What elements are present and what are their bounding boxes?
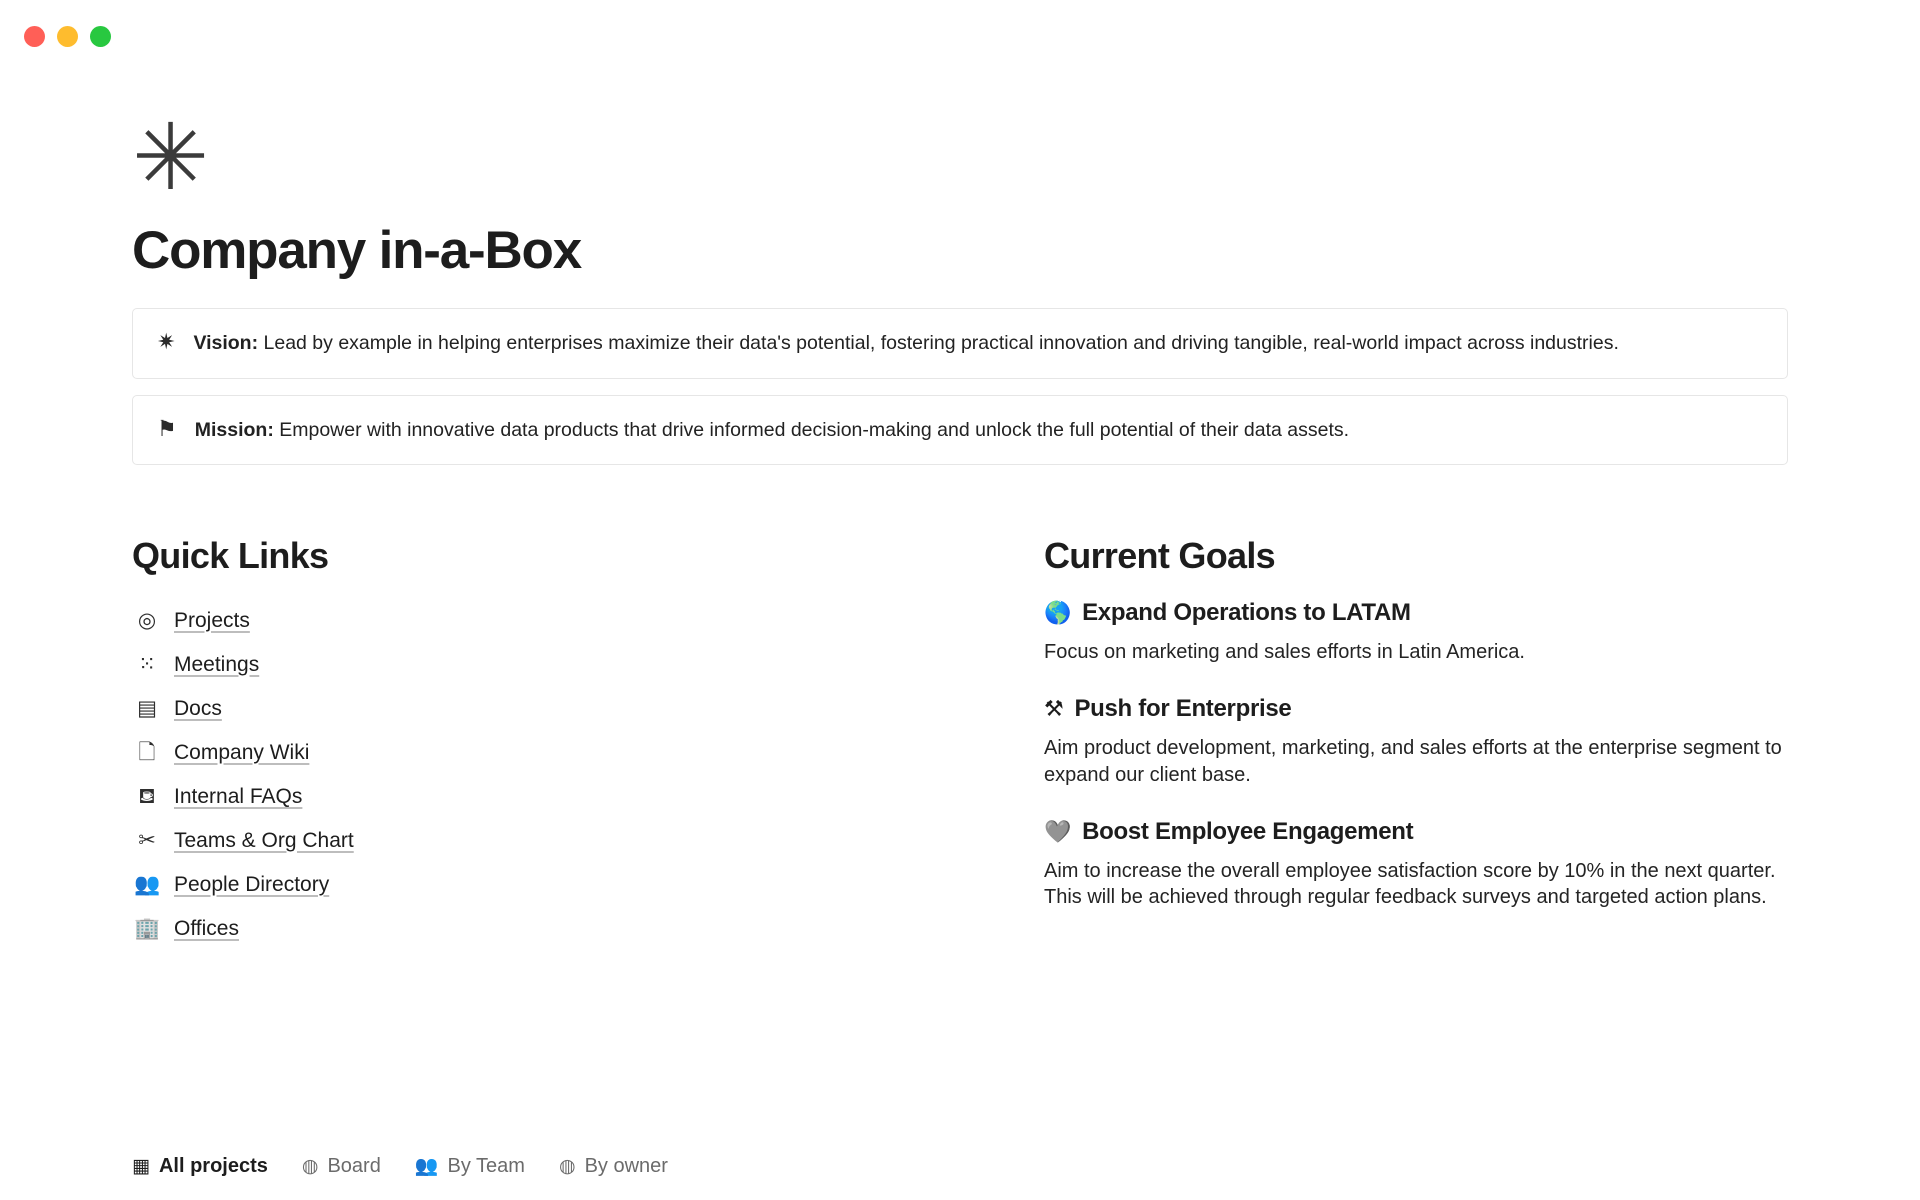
tab-label: All projects xyxy=(158,1154,268,1177)
quick-link-teams-org-chart[interactable] xyxy=(132,819,1004,863)
building-icon: 🏢 xyxy=(134,916,161,941)
goal-heading-row xyxy=(1044,818,1788,846)
asterisk-badge-icon: ✷ xyxy=(157,330,176,356)
tab-label: By owner xyxy=(584,1154,668,1177)
mission-body: Empower with innovative data products that drive informed decision-making and unlock the full potential of their data assets. xyxy=(273,418,1350,441)
people-link-icon: ⁙ xyxy=(138,652,156,677)
quick-links-column xyxy=(132,535,1004,951)
document-link-icon: ▤ xyxy=(137,696,157,721)
quick-link-projects[interactable] xyxy=(132,599,1004,643)
owner-view-icon: ◍ xyxy=(558,1154,576,1177)
board-view-icon: ◍ xyxy=(301,1154,319,1177)
quick-link-label[interactable]: Offices xyxy=(174,916,239,940)
page-emoji-icon[interactable]: ✳ xyxy=(132,104,208,211)
flag-icon: ⚑ xyxy=(157,416,177,442)
database-view-tabs xyxy=(132,1148,668,1184)
grey-heart-emoji: 🩶 xyxy=(1044,820,1072,845)
quick-link-offices[interactable] xyxy=(132,907,1004,951)
quick-link-label[interactable]: Teams & Org Chart xyxy=(174,828,354,852)
two-column-layout xyxy=(132,535,1788,951)
quick-link-label[interactable]: Docs xyxy=(174,696,222,720)
maximize-window-button[interactable] xyxy=(90,26,111,47)
tab-by-team[interactable] xyxy=(415,1155,525,1178)
team-view-icon: 👥 xyxy=(414,1154,439,1177)
window-controls xyxy=(24,26,111,47)
goal-expand-latam xyxy=(1044,599,1788,665)
goal-heading-row xyxy=(1044,599,1788,627)
people-icon: 👥 xyxy=(134,872,161,897)
quick-link-people-directory[interactable] xyxy=(132,863,1004,907)
question-badge-icon: ⛾ xyxy=(138,784,156,809)
vision-body: Lead by example in helping enterprises maximize their data's potential, fostering practical innovation and driving tangible, real-world impact across industries. xyxy=(258,332,1619,355)
page-content xyxy=(0,72,1920,951)
minimize-window-button[interactable] xyxy=(57,26,78,47)
paperclip-icon: ✂ xyxy=(138,828,156,853)
current-goals-title: Current Goals xyxy=(1044,534,1275,576)
hammer-and-pick-emoji: ⚒ xyxy=(1044,697,1064,723)
mission-label: Mission: xyxy=(194,418,274,441)
quick-link-meetings[interactable] xyxy=(132,643,1004,687)
quick-link-label[interactable]: People Directory xyxy=(174,872,330,896)
quick-link-label[interactable]: Meetings xyxy=(174,652,260,676)
quick-link-company-wiki[interactable] xyxy=(132,731,1004,775)
mission-callout xyxy=(132,395,1788,465)
goal-heading: Expand Operations to LATAM xyxy=(1082,598,1411,626)
vision-callout-text xyxy=(193,329,1618,357)
target-link-icon: ◎ xyxy=(137,608,157,633)
mission-callout-text xyxy=(195,416,1349,444)
tab-label: Board xyxy=(327,1154,381,1177)
goal-heading: Push for Enterprise xyxy=(1074,695,1292,723)
tab-by-owner[interactable] xyxy=(559,1155,668,1178)
goal-description: Aim product development, marketing, and sales efforts at the enterprise segment to expand our client base. xyxy=(1044,737,1782,786)
goal-description: Aim to increase the overall employee satisfaction score by 10% in the next quarter. This will be achieved through regular feedback surveys and targeted action plans. xyxy=(1044,860,1776,909)
quick-link-label[interactable]: Internal FAQs xyxy=(174,784,303,808)
tab-board[interactable] xyxy=(302,1155,381,1178)
current-goals-column xyxy=(1044,535,1788,951)
quick-link-docs[interactable] xyxy=(132,687,1004,731)
goal-heading: Boost Employee Engagement xyxy=(1082,818,1414,845)
window-titlebar xyxy=(0,0,1920,72)
tab-all-projects[interactable] xyxy=(132,1155,268,1178)
quick-link-label[interactable]: Projects xyxy=(174,608,250,632)
grid-view-icon: ▦ xyxy=(132,1154,150,1177)
goal-push-enterprise xyxy=(1044,695,1788,788)
vision-callout xyxy=(132,308,1788,378)
vision-label: Vision: xyxy=(193,332,259,355)
page-title: Company in-a-Box xyxy=(132,221,582,280)
goal-description: Focus on marketing and sales efforts in Latin America. xyxy=(1044,640,1525,663)
page-icon: 🗋 xyxy=(138,740,156,765)
quick-link-internal-faqs[interactable] xyxy=(132,775,1004,819)
globe-americas-emoji: 🌎 xyxy=(1044,600,1072,626)
tab-label: By Team xyxy=(447,1154,525,1177)
quick-link-label[interactable]: Company Wiki xyxy=(174,740,310,764)
goal-boost-engagement xyxy=(1044,818,1788,911)
close-window-button[interactable] xyxy=(24,26,45,47)
quick-links-title: Quick Links xyxy=(132,534,329,576)
goal-heading-row xyxy=(1044,695,1788,723)
